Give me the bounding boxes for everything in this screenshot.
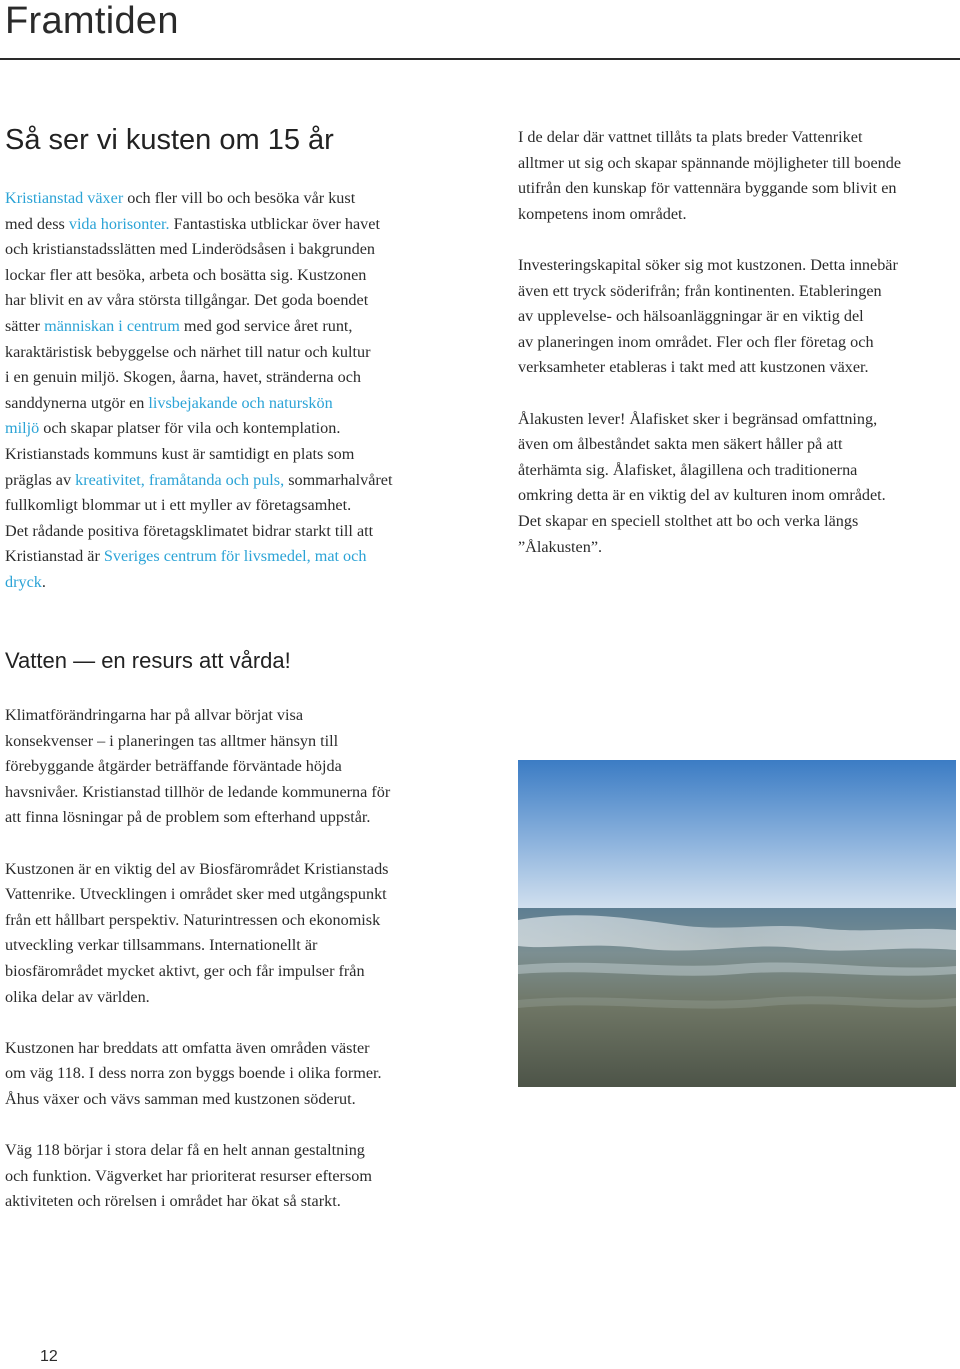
text-run: även ett tryck söderifrån; från kontinenten. Etableringen xyxy=(518,281,882,300)
text-line xyxy=(518,253,958,279)
text-run: biosfärområdet mycket aktivt, ger och får impulser från xyxy=(5,961,365,980)
text-line xyxy=(518,483,958,509)
text-line xyxy=(5,882,455,908)
body-column-left xyxy=(5,186,455,596)
text-line xyxy=(5,1138,455,1164)
text-line xyxy=(5,314,455,340)
text-run: har blivit en av våra största tillgångar. Det goda boendet xyxy=(5,291,369,310)
text-run: ”Ålakusten”. xyxy=(518,537,603,556)
highlighted-phrase: vida horisonter. xyxy=(68,214,170,233)
highlighted-phrase: kreativitet, framåtanda och puls, xyxy=(75,470,285,489)
sea-photo-image xyxy=(518,760,956,1087)
text-line xyxy=(5,365,455,391)
text-line xyxy=(5,959,455,985)
text-line xyxy=(518,151,958,177)
text-line xyxy=(5,754,455,780)
text-line xyxy=(5,908,455,934)
text-line xyxy=(5,805,455,831)
text-run: med dess xyxy=(5,214,69,233)
text-line xyxy=(518,535,958,561)
text-run: med god service året runt, xyxy=(179,316,353,335)
section-heading-water: Vatten — en resurs att vårda! xyxy=(5,648,291,673)
text-run: karaktäristisk bebyggelse och närhet till natur och kultur xyxy=(5,342,371,361)
highlighted-phrase: människan i centrum xyxy=(44,316,180,335)
text-run: och skapar platser för vila och kontemplation. xyxy=(39,419,341,438)
text-line xyxy=(5,780,455,806)
text-line xyxy=(518,202,958,228)
text-line xyxy=(5,570,455,596)
text-line xyxy=(518,432,958,458)
text-run: Det rådande positiva företagsklimatet bidrar starkt till att xyxy=(5,521,374,540)
text-run: omkring detta är en viktig del av kulturen inom området. xyxy=(518,486,886,505)
text-run: alltmer ut sig och skapar spännande möjligheter till boende xyxy=(518,153,901,172)
highlighted-phrase: miljö xyxy=(5,419,40,438)
text-line xyxy=(5,1164,455,1190)
text-line xyxy=(518,330,958,356)
text-run: och fler vill bo och besöka vår kust xyxy=(123,189,356,207)
text-run: av planeringen inom området. Fler och fler företag och xyxy=(518,332,874,351)
text-line xyxy=(5,416,455,442)
text-line xyxy=(5,1087,455,1113)
text-run: Det skapar en speciell stolthet att bo och verka längs xyxy=(518,511,859,530)
text-line xyxy=(5,985,455,1011)
text-run: aktiviteten och rörelsen i området har ökat så starkt. xyxy=(5,1192,341,1211)
text-line xyxy=(5,544,455,570)
text-run: Vattenrike. Utvecklingen i området sker med utgångspunkt xyxy=(5,885,387,904)
text-run: havsnivåer. Kristianstad tillhör de ledande kommunerna för xyxy=(5,782,391,801)
text-run: utveckling verkar tillsammans. Internationellt är xyxy=(5,936,318,955)
text-run: Kristianstad är xyxy=(5,547,104,566)
text-run: lockar fler att besöka, arbeta och bosätta sig. Kustzonen xyxy=(5,265,367,284)
body-column-right xyxy=(518,125,958,560)
text-run: utifrån den kunskap för vattennära byggande som blivit en xyxy=(518,179,897,198)
text-line xyxy=(518,407,958,433)
page-title: Framtiden xyxy=(5,0,179,42)
text-run: Fantastiska utblickar över havet xyxy=(169,214,380,233)
text-run: präglas av xyxy=(5,470,76,489)
text-line xyxy=(5,391,455,417)
body-column-lower xyxy=(5,703,455,1215)
text-run: Ålakusten lever! Ålafisket sker i begränsad omfattning, xyxy=(518,409,878,428)
paragraph-gap xyxy=(518,227,958,253)
text-run: . xyxy=(41,572,46,591)
page-number: 12 xyxy=(40,1348,58,1365)
text-line xyxy=(5,493,455,519)
text-line xyxy=(5,933,455,959)
text-run: olika delar av världen. xyxy=(5,987,150,1006)
text-run: och kristianstadsslätten med Linderödsåsen i bakgrunden xyxy=(5,240,375,259)
text-line xyxy=(5,1036,455,1062)
text-line xyxy=(518,355,958,381)
text-line xyxy=(5,186,455,212)
text-run: att finna lösningar på de problem som efterhand uppstår. xyxy=(5,808,371,827)
text-line xyxy=(518,304,958,330)
text-run: Kustzonen är en viktig del av Biosfärområdet Kristianstads xyxy=(5,859,389,878)
text-line xyxy=(5,857,455,883)
text-run: Väg 118 börjar i stora delar få en helt annan gestaltning xyxy=(5,1141,365,1160)
header-divider xyxy=(0,58,960,60)
highlighted-phrase: Sveriges centrum för livsmedel, mat och xyxy=(103,547,367,566)
text-line xyxy=(5,1061,455,1087)
text-run: konsekvenser – i planeringen tas alltmer hänsyn till xyxy=(5,731,339,750)
text-run: sommarhalvåret xyxy=(284,470,393,489)
text-line xyxy=(5,468,455,494)
paragraph-gap xyxy=(5,1010,455,1036)
text-line xyxy=(5,519,455,545)
paragraph-gap xyxy=(5,1113,455,1139)
highlighted-phrase: Kristianstad växer xyxy=(5,189,124,207)
text-run: Investeringskapital söker sig mot kustzonen. Detta innebär xyxy=(518,255,898,274)
text-run: och funktion. Vägverket har prioriterat resurser eftersom xyxy=(5,1166,372,1185)
text-line xyxy=(518,458,958,484)
text-run: sanddynerna utgör en xyxy=(5,393,149,412)
paragraph-gap xyxy=(5,831,455,857)
text-run: om väg 118. I dess norra zon byggs boende i olika former. xyxy=(5,1064,382,1083)
text-run: återhämta sig. Ålafisket, ålagillena och traditionerna xyxy=(518,460,858,479)
text-run: sätter xyxy=(5,316,45,335)
highlighted-phrase: livsbejakande och naturskön xyxy=(148,393,333,412)
text-line xyxy=(5,288,455,314)
highlighted-phrase: dryck xyxy=(5,572,42,591)
section-heading-coast: Så ser vi kusten om 15 år xyxy=(5,124,334,156)
text-run: verksamheter etableras i takt med att kustzonen växer. xyxy=(518,358,869,377)
text-run: I de delar där vattnet tillåts ta plats breder Vattenriket xyxy=(518,128,863,146)
text-line xyxy=(5,212,455,238)
text-line xyxy=(518,509,958,535)
text-run: Klimatförändringarna har på allvar börjat visa xyxy=(5,706,303,724)
sea-photo xyxy=(518,760,956,1087)
text-line xyxy=(5,263,455,289)
paragraph-gap xyxy=(518,381,958,407)
text-run: i en genuin miljö. Skogen, åarna, havet, stränderna och xyxy=(5,368,362,387)
text-line xyxy=(518,176,958,202)
text-run: kompetens inom området. xyxy=(518,204,687,223)
text-run: Kustzonen har breddats att omfatta även områden väster xyxy=(5,1038,370,1057)
text-run: Åhus växer och vävs samman med kustzonen söderut. xyxy=(5,1089,356,1108)
text-line xyxy=(518,125,958,151)
text-line xyxy=(5,703,455,729)
text-line xyxy=(5,1189,455,1215)
text-line xyxy=(5,340,455,366)
text-line xyxy=(5,729,455,755)
text-run: från ett hållbart perspektiv. Naturintressen och ekonomisk xyxy=(5,910,381,929)
text-line xyxy=(5,442,455,468)
text-line xyxy=(518,279,958,305)
text-line xyxy=(5,237,455,263)
text-run: även om ålbeståndet sakta men säkert håller på att xyxy=(518,435,843,454)
text-run: av upplevelse- och hälsoanläggningar är en viktig del xyxy=(518,307,864,326)
text-run: förebyggande åtgärder beträffande förväntade höjda xyxy=(5,757,342,776)
text-run: Kristianstads kommuns kust är samtidigt en plats som xyxy=(5,444,355,463)
text-run: fullkomligt blommar ut i ett myller av företagsamhet. xyxy=(5,496,352,515)
